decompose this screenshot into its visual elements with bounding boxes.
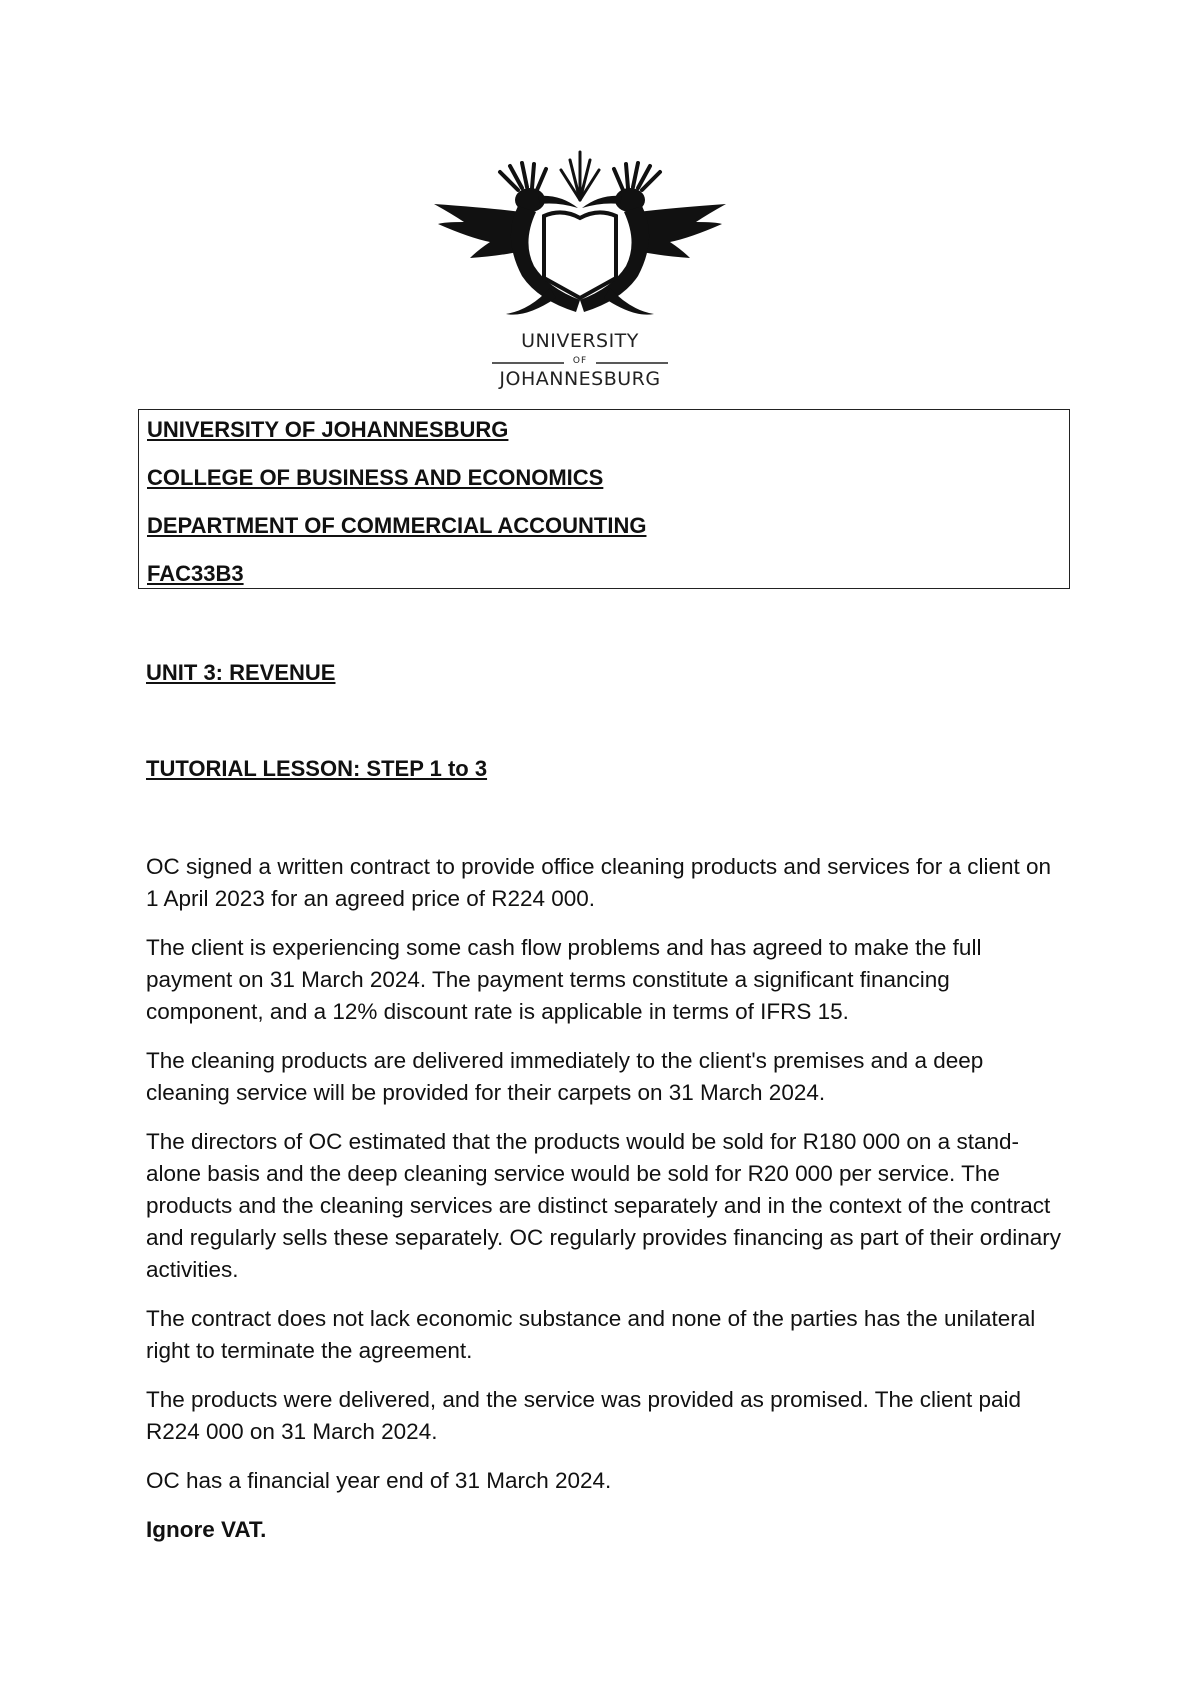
logo-university-text: UNIVERSITY [521, 330, 639, 352]
paragraph: The contract does not lack economic substance and none of the parties has the unilateral right to terminate the agreement. [146, 1306, 1036, 1363]
paragraph: The products were delivered, and the service was provided as promised. The client paid R224 000 on 31 March 2024. [146, 1387, 1022, 1444]
header-course-code: FAC33B3 [147, 561, 244, 586]
header-department: DEPARTMENT OF COMMERCIAL ACCOUNTING [147, 513, 647, 538]
header-university: UNIVERSITY OF JOHANNESBURG [147, 417, 509, 442]
logo-of-text: OF [572, 356, 588, 366]
logo-johannesburg-text: JOHANNESBURG [499, 368, 661, 390]
paragraph: The cleaning products are delivered immediately to the client's premises and a deep cleaning service will be provided for their carpets on 31 March 2024. [146, 1048, 984, 1105]
course-header-box [138, 409, 1070, 589]
question-body [146, 851, 1066, 1563]
paragraph: The directors of OC estimated that the products would be sold for R180 000 on a stand-alone basis and the deep cleaning service would be sold for R20 000 per service. The products and the cleaning services are distinct separately and in the context of the contract and regularly sells these separately. OC regularly provides financing as part of their ordinary activities. [146, 1129, 1062, 1282]
paragraph: The client is experiencing some cash flow problems and has agreed to make the full payment on 31 March 2024. The payment terms constitute a significant financing component, and a 12% discount rate is applicable in terms of IFRS 15. [146, 935, 982, 1024]
tutorial-title: TUTORIAL LESSON: STEP 1 to 3 [146, 756, 488, 781]
unit-title: UNIT 3: REVENUE [146, 660, 336, 685]
paragraph: OC has a financial year end of 31 March 2024. [146, 1468, 612, 1493]
ignore-vat-note: Ignore VAT. [146, 1517, 267, 1542]
hoopoe-crest-icon [430, 138, 730, 328]
header-college: COLLEGE OF BUSINESS AND ECONOMICS [147, 465, 604, 490]
university-logo [430, 138, 730, 398]
paragraph: OC signed a written contract to provide office cleaning products and services for a client on 1 April 2023 for an agreed price of R224 000. [146, 854, 1052, 911]
